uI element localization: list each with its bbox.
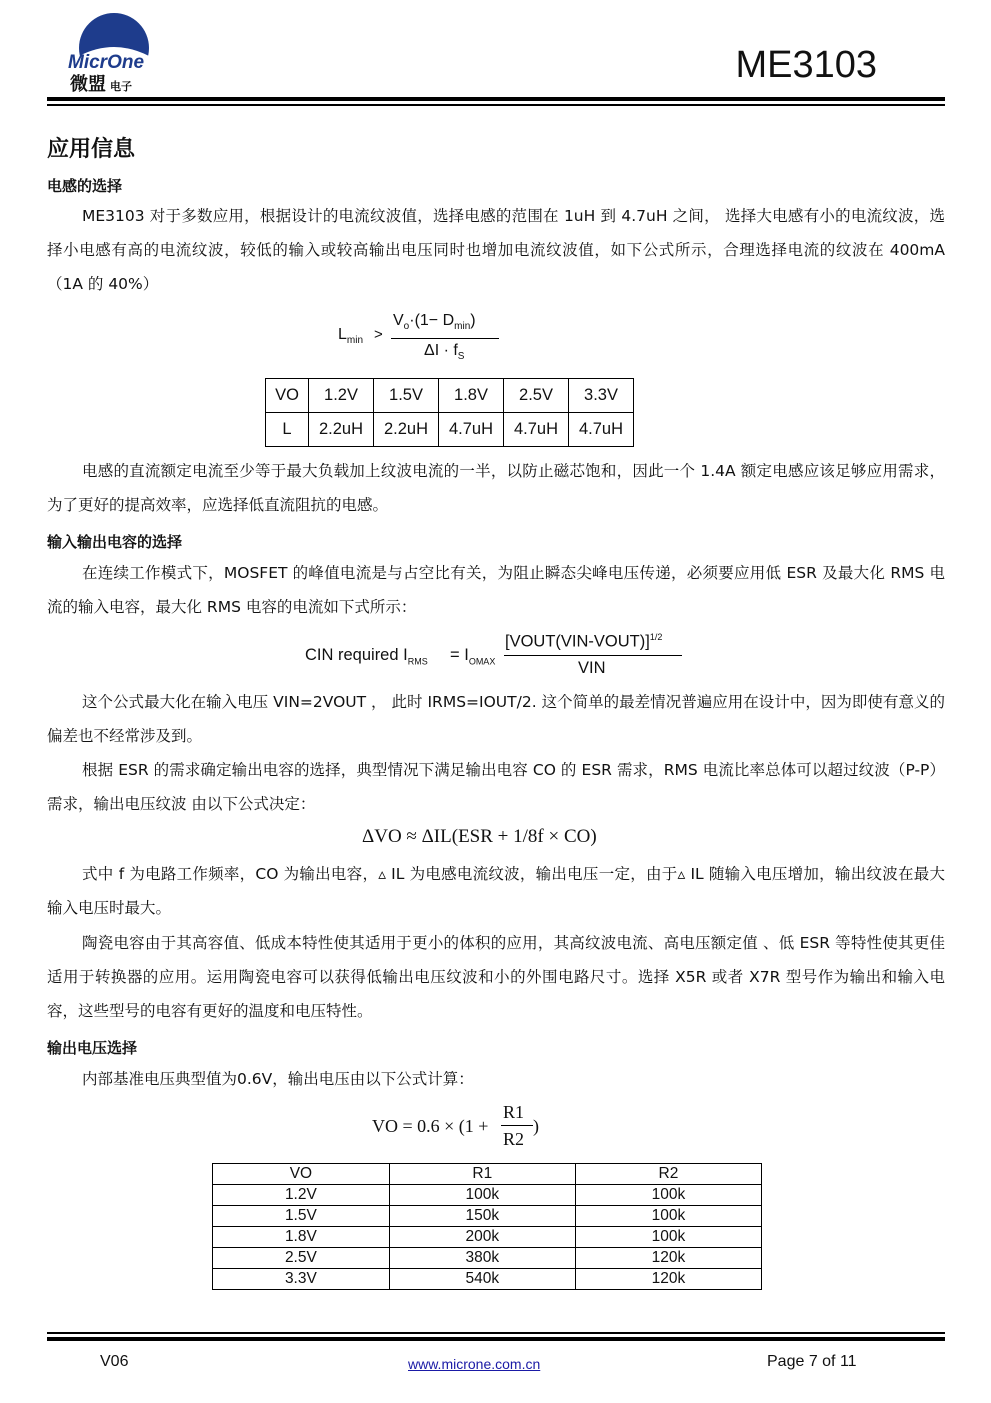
table-cell: 1.2V (213, 1185, 390, 1206)
column-header: VO (213, 1164, 390, 1185)
table-cell: 1.8V (213, 1227, 390, 1248)
table-cell: 2.5V (213, 1248, 390, 1269)
section-title: 应用信息 (47, 137, 136, 162)
company-logo (62, 8, 172, 98)
capacitor-heading: 输入输出电容的选择 (47, 533, 183, 551)
table-row (213, 1206, 762, 1227)
table-cell: 120k (575, 1269, 761, 1290)
table-cell: L (266, 413, 309, 447)
capacitor-paragraph-2: 这个公式最大化在输入电压 VIN=2VOUT ， 此时 IRMS=IOUT/2. 这个简单的最差情况普遍应用在设计中，因为即使有意义的偏差也不经常涉及到。 (47, 693, 945, 745)
table-cell: 100k (389, 1185, 575, 1206)
table-cell: 4.7uH (439, 413, 504, 447)
table-row (213, 1227, 762, 1248)
inductor-table (265, 378, 634, 447)
inductor-heading: 电感的选择 (47, 177, 123, 195)
table-cell: 3.3V (569, 379, 634, 413)
column-header: R1 (389, 1164, 575, 1185)
logo-cn: 微盟 (70, 74, 106, 95)
inductor-paragraph-2: 电感的直流额定电流至少等于最大负载加上纹波电流的一半，以防止磁芯饱和，因此一个 1.4A 额定电感应该足够应用需求，为了更好的提高效率，应选择低直流阻抗的电感。 (47, 462, 945, 514)
logo-brand: MicrOne (68, 52, 145, 73)
resistor-table (212, 1163, 762, 1290)
irms-formula: CIN required $I_{RMS}$ = $I_{OMAX}$ [VOUT(VIN-VOUT)]$^{1/2}$ VIN (305, 630, 705, 680)
output-voltage-heading: 输出电压选择 (47, 1039, 138, 1057)
capacitor-paragraph-4: 式中 f 为电路工作频率，CO 为输出电容，▵ IL 为电感电流纹波，输出电压一定，由于▵ IL 随输入电压增加，输出纹波在最大输入电压时最大。 (47, 865, 945, 917)
table-row (266, 413, 634, 447)
table-cell: VO (266, 379, 309, 413)
table-row (266, 379, 634, 413)
inductor-formula: $L_{min}$ > $V_o\cdot(1- D_{min})$ $\Delta I \cdot f_S$ (338, 312, 508, 367)
capacitor-paragraph-5: 陶瓷电容由于其高容值、低成本特性使其适用于更小的体积的应用，其高纹波电流、高电压额定值 、低 ESR 等特性使其更佳适用于转换器的应用。运用陶瓷电容可以获得低输出电压纹波和小的外围电路尺寸。选择 X5R 或者 X7R 型号作为输出和输入电容，这些型号的电容有更好的温度和电压特性。 (47, 934, 945, 1020)
footer-page-number: Page 7 of 11 (767, 1353, 857, 1370)
table-cell: 2.2uH (309, 413, 374, 447)
output-voltage-paragraph: 内部基准电压典型值为0.6V，输出电压由以下公式计算： (82, 1070, 474, 1088)
table-cell: 2.2uH (374, 413, 439, 447)
header-rule-thin (47, 104, 945, 106)
table-cell: 100k (575, 1227, 761, 1248)
column-header: R2 (575, 1164, 761, 1185)
table-cell: 200k (389, 1227, 575, 1248)
logo-sub: 电子 (110, 80, 132, 93)
table-cell: 100k (575, 1206, 761, 1227)
ripple-formula: ΔVO ≈ ΔIL(ESR + 1/8f × CO) (362, 826, 597, 847)
table-cell: 2.5V (504, 379, 569, 413)
table-cell: 3.3V (213, 1269, 390, 1290)
table-header-row (213, 1164, 762, 1185)
table-cell: 1.5V (374, 379, 439, 413)
footer-website-link[interactable]: www.microne.com.cn (408, 1356, 541, 1372)
table-cell: 1.5V (213, 1206, 390, 1227)
table-cell: 4.7uH (504, 413, 569, 447)
table-row (213, 1185, 762, 1206)
table-cell: 100k (575, 1185, 761, 1206)
footer-version: V06 (100, 1353, 129, 1370)
capacitor-paragraph-1: 在连续工作模式下，MOSFET 的峰值电流是与占空比有关，为阻止瞬态尖峰电压传递，必须要应用低 ESR 及最大化 RMS 电流的输入电容，最大化 RMS 电容的电流如下式所示： (47, 564, 945, 616)
table-cell: 1.2V (309, 379, 374, 413)
table-row (213, 1248, 762, 1269)
table-cell: 380k (389, 1248, 575, 1269)
capacitor-paragraph-3: 根据 ESR 的需求确定输出电容的选择，典型情况下满足输出电容 CO 的 ESR 需求，RMS 电流比率总体可以超过纹波（P-P）需求，输出电压纹波 由以下公式决定： (47, 761, 945, 813)
table-row (213, 1269, 762, 1290)
table-cell: 150k (389, 1206, 575, 1227)
inductor-paragraph-1: ME3103 对于多数应用，根据设计的电流纹波值，选择电感的范围在 1uH 到 4.7uH 之间， 选择大电感有小的电流纹波，选择小电感有高的电流纹波，较低的输入或较高输出电压同时也增加电流纹波值，如下公式所示，合理选择电流的纹波在 400mA （1A 的 40%） (47, 207, 945, 293)
vout-formula: VO = 0.6 × (1 + R1 R2 ) (372, 1102, 539, 1149)
table-cell: 1.8V (439, 379, 504, 413)
document-title: ME3103 (735, 44, 877, 86)
header-rule-thick (47, 97, 945, 101)
table-cell: 540k (389, 1269, 575, 1290)
footer-rule-thin (47, 1332, 945, 1334)
table-cell: 4.7uH (569, 413, 634, 447)
footer-rule-thick (47, 1337, 945, 1341)
table-cell: 120k (575, 1248, 761, 1269)
